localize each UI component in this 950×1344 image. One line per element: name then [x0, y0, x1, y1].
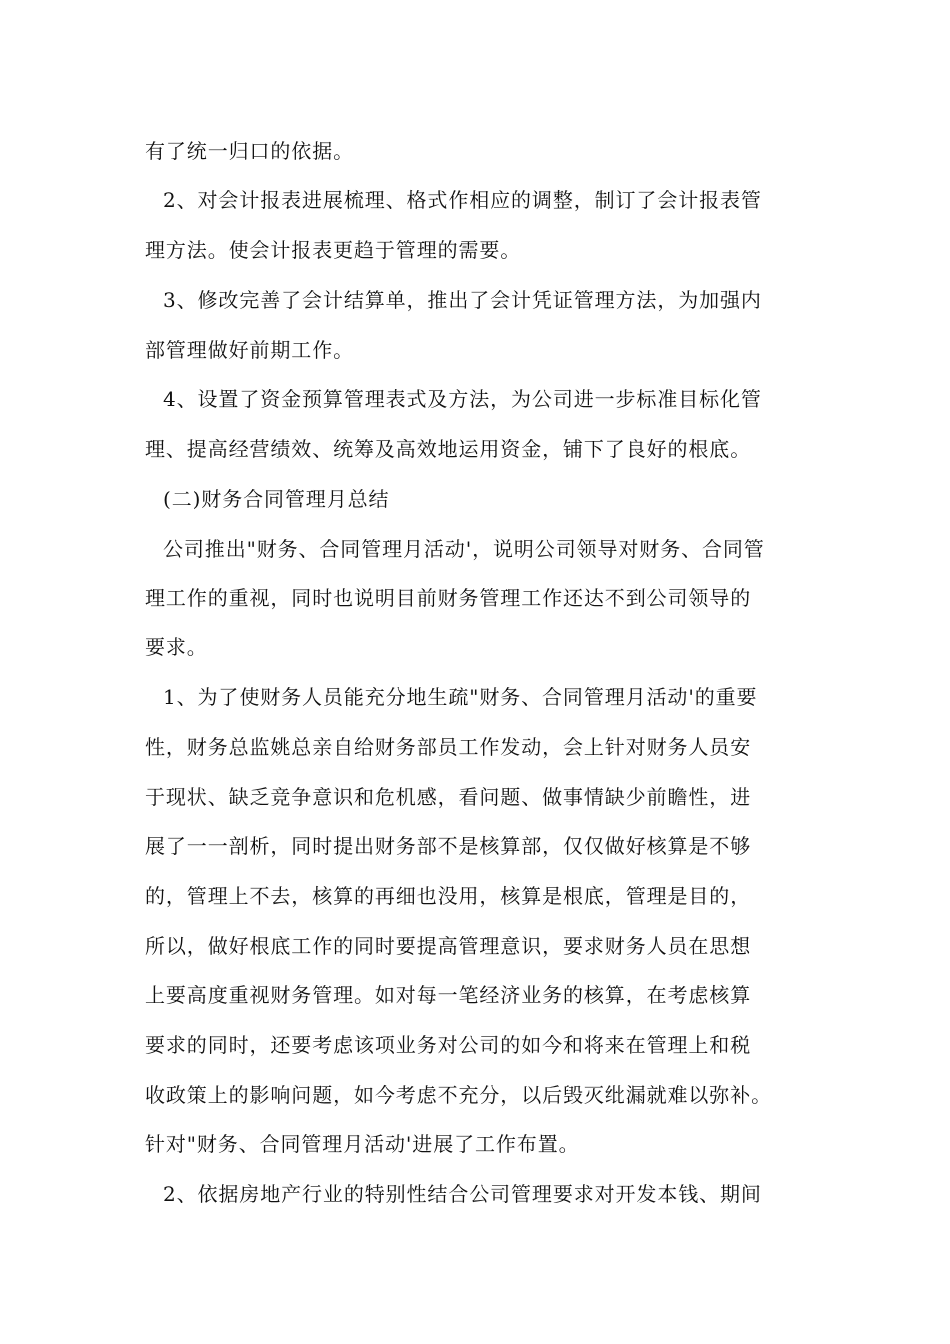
text-line: 4、设置了资金预算管理表式及方法，为公司进一步标准目标化管	[163, 387, 762, 411]
text-line: 要求的同时，还要考虑该项业务对公司的如今和将来在管理上和税	[145, 1033, 752, 1057]
text-line: 收政策上的影响问题，如今考虑不充分，以后毁灭纰漏就难以弥补。	[145, 1083, 772, 1107]
text-line: 理工作的重视，同时也说明目前财务管理工作还达不到公司领导的	[145, 586, 752, 610]
section-heading: (二)财务合同管理月总结	[163, 487, 390, 511]
text-line: 1、为了使财务人员能充分地生疏"财务、合同管理月活动'的重要	[163, 685, 758, 709]
text-line: 理、提高经营绩效、统筹及高效地运用资金，铺下了良好的根底。	[145, 437, 752, 461]
text-line: 性，财务总监姚总亲自给财务部员工作发动，会上针对财务人员安	[145, 735, 752, 759]
text-line: 要求。	[145, 635, 208, 659]
text-line: 部管理做好前期工作。	[145, 338, 354, 362]
text-line: 理方法。使会计报表更趋于管理的需要。	[145, 238, 522, 262]
text-line: 有了统一归口的依据。	[145, 139, 354, 163]
text-line: 的，管理上不去，核算的再细也没用，核算是根底，管理是目的，	[145, 884, 752, 908]
text-line: 2、依据房地产行业的特别性结合公司管理要求对开发本钱、期间	[163, 1182, 762, 1206]
text-line: 上要高度重视财务管理。如对每一笔经济业务的核算，在考虑核算	[145, 983, 752, 1007]
text-line: 于现状、缺乏竞争意识和危机感，看问题、做事情缺少前瞻性，进	[145, 785, 752, 809]
text-line: 公司推出"财务、合同管理月活动'，说明公司领导对财务、合同管	[163, 537, 765, 561]
text-line: 针对"财务、合同管理月活动'进展了工作布置。	[145, 1132, 580, 1156]
text-line: 3、修改完善了会计结算单，推出了会计凭证管理方法，为加强内	[163, 288, 762, 312]
text-line: 2、对会计报表进展梳理、格式作相应的调整，制订了会计报表管	[163, 188, 762, 212]
text-line: 展了一一剖析，同时提出财务部不是核算部，仅仅做好核算是不够	[145, 834, 752, 858]
text-line: 所以，做好根底工作的同时要提高管理意识，要求财务人员在思想	[145, 934, 752, 958]
